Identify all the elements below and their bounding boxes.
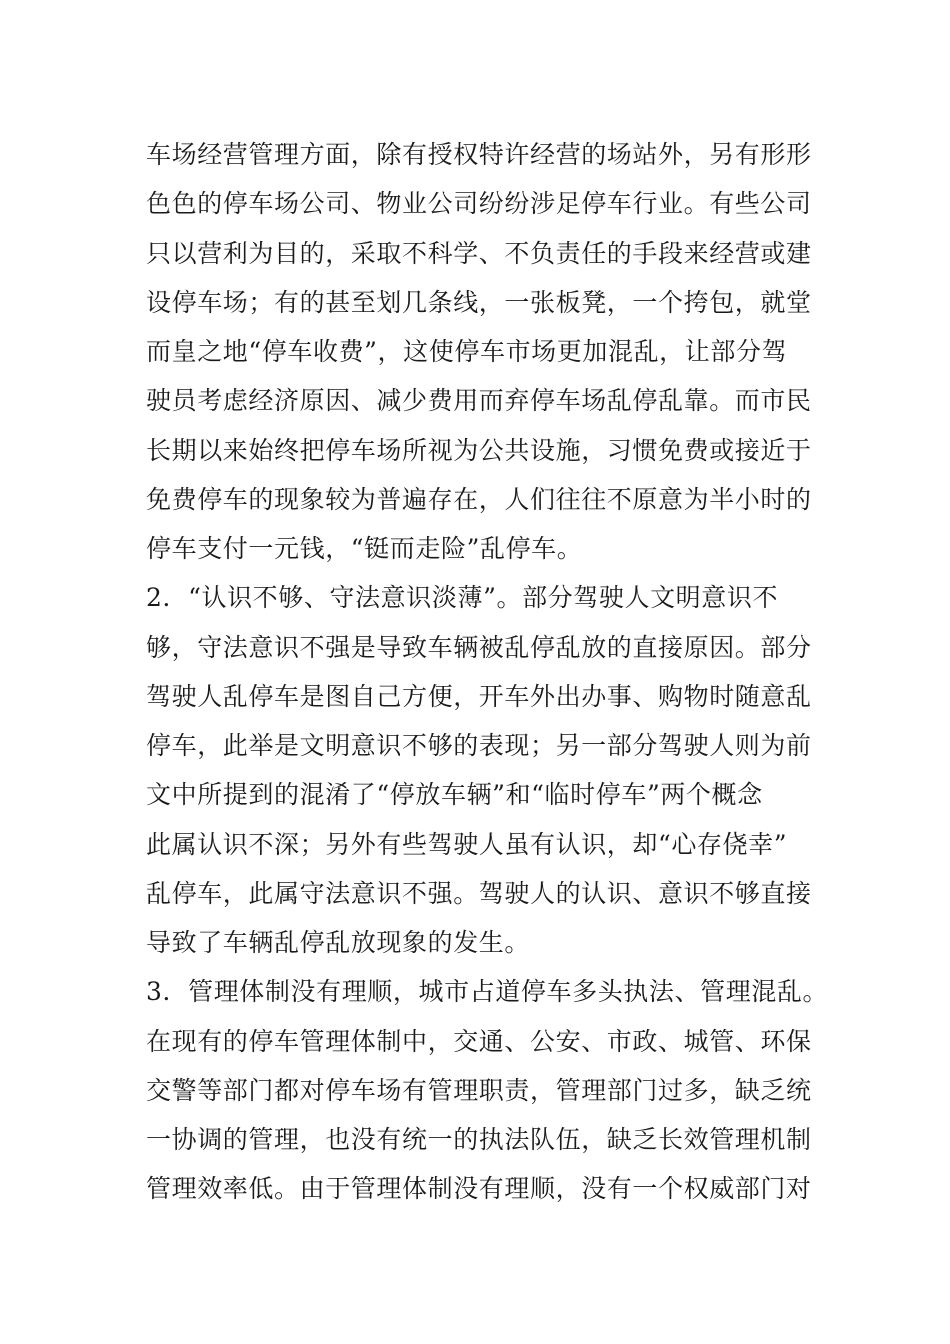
text-line: 停车，此举是文明意识不够的表现；另一部分驾驶人则为前 (146, 731, 812, 760)
text-line: 设停车场；有的甚至划几条线，一张板凳，一个挎包，就堂 (146, 287, 812, 317)
text-line: 3．管理体制没有理顺，城市占道停车多头执法、管理混乱。 (146, 977, 829, 1007)
text-line: 长期以来始终把停车场所视为公共设施，习惯免费或接近于 (146, 435, 812, 465)
text-line: 停车支付一元钱，“铤而走险”乱停车。 (146, 534, 583, 563)
text-line: 交警等部门都对停车场有管理职责，管理部门过多，缺乏统 (146, 1075, 812, 1105)
text-line: 而皇之地“停车收费”，这使停车市场更加混乱，让部分驾 (146, 337, 788, 366)
text-line: 在现有的停车管理体制中，交通、公安、市政、城管、环保 (146, 1026, 812, 1056)
text-line: 文中所提到的混淆了“停放车辆”和“临时停车”两个概念 (146, 780, 763, 810)
text-line: 2．“认识不够、守法意识淡薄”。部分驾驶人文明意识不 (146, 583, 779, 613)
body-text (146, 130, 846, 1214)
text-line: 车场经营管理方面，除有授权特许经营的场站外，另有形形 (146, 140, 812, 169)
text-line: 驶员考虑经济原因、减少费用而弃停车场乱停乱靠。而市民 (146, 386, 812, 416)
text-line: 色色的停车场公司、物业公司纷纷涉足停车行业。有些公司 (146, 189, 812, 219)
text-line: 乱停车，此属守法意识不强。驾驶人的认识、意识不够直接 (146, 878, 812, 908)
text-line: 驾驶人乱停车是图自己方便，开车外出办事、购物时随意乱 (146, 681, 812, 711)
text-line: 够，守法意识不强是导致车辆被乱停乱放的直接原因。部分 (146, 632, 812, 662)
text-line: 此属认识不深；另外有些驾驶人虽有认识，却“心存侥幸” (146, 829, 788, 859)
text-line: 免费停车的现象较为普遍存在，人们往往不原意为半小时的 (146, 484, 812, 514)
text-line: 导致了车辆乱停乱放现象的发生。 (146, 928, 531, 957)
text-line: 只以营利为目的，采取不科学、不负责任的手段来经营或建 (146, 238, 812, 268)
text-line: 一协调的管理，也没有统一的执法队伍，缺乏长效管理机制 (146, 1125, 812, 1154)
text-line: 管理效率低。由于管理体制没有理顺，没有一个权威部门对 (146, 1174, 812, 1204)
